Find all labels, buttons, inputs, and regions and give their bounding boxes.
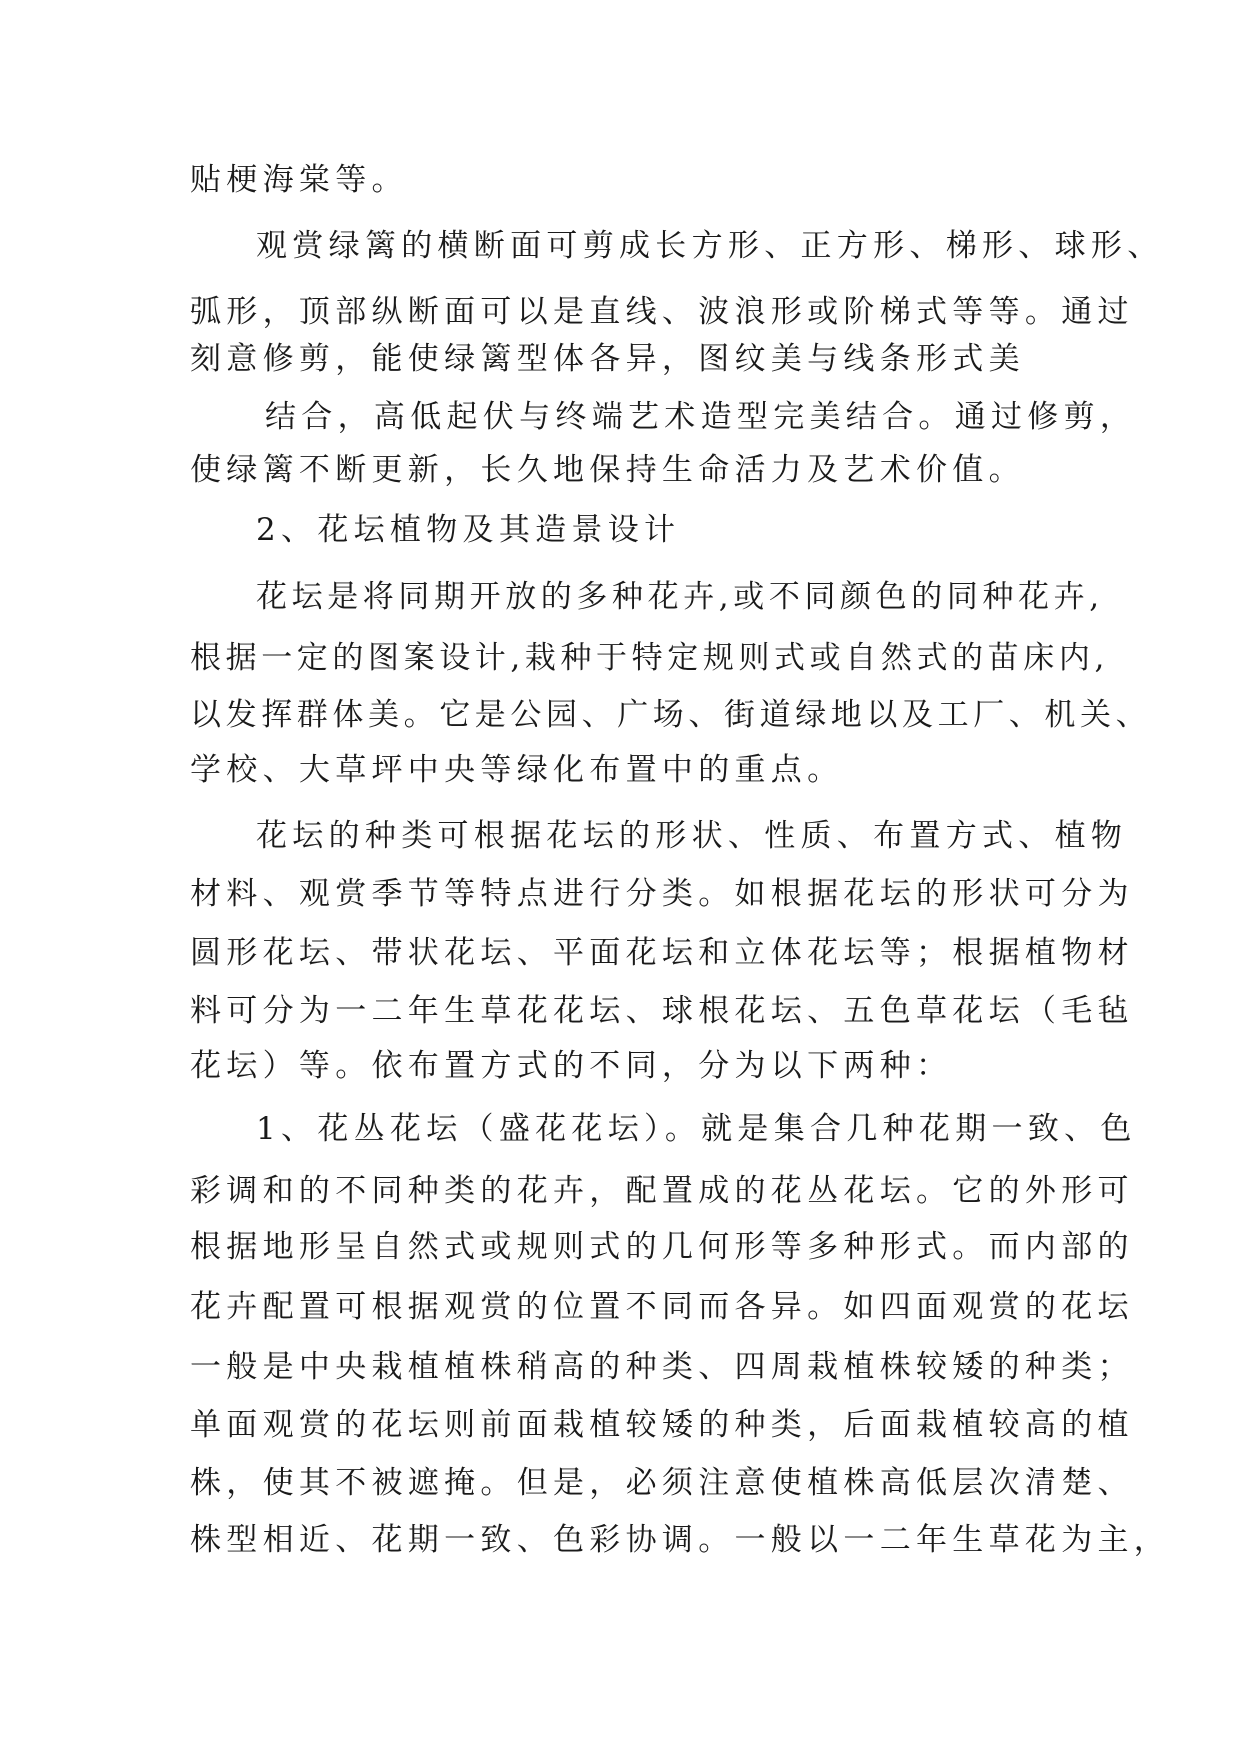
text-line: 单面观赏的花坛则前面栽植较矮的种类，后面栽植较高的植 [190, 1407, 1134, 1443]
text-line: 1、花丛花坛（盛花花坛）。就是集合几种花期一致、色 [256, 1111, 1137, 1147]
text-line: 使绿篱不断更新，长久地保持生命活力及艺术价值。 [190, 452, 1025, 488]
text-line: 株型相近、花期一致、色彩协调。一般以一二年生草花为主， [190, 1522, 1171, 1558]
text-line: 材料、观赏季节等特点进行分类。如根据花坛的形状可分为 [190, 876, 1134, 912]
text-line: 一般是中央栽植植株稍高的种类、四周栽植株较矮的种类； [190, 1349, 1134, 1385]
text-line: 结合，高低起伏与终端艺术造型完美结合。通过修剪， [265, 399, 1137, 435]
text-line: 根据地形呈自然式或规则式的几何形等多种形式。而内部的 [190, 1229, 1134, 1265]
section-heading: 2、花坛植物及其造景设计 [256, 512, 681, 548]
text-line: 花坛的种类可根据花坛的形状、性质、布置方式、植物 [256, 818, 1128, 854]
text-line: 刻意修剪，能使绿篱型体各异，图纹美与线条形式美 [190, 341, 1025, 377]
text-line: 观赏绿篱的横断面可剪成长方形、正方形、梯形、球形、 [256, 228, 1164, 264]
text-line: 圆形花坛、带状花坛、平面花坛和立体花坛等；根据植物材 [190, 935, 1134, 971]
text-line: 株，使其不被遮掩。但是，必须注意使植株高低层次清楚、 [190, 1465, 1134, 1501]
text-line: 学校、大草坪中央等绿化布置中的重点。 [190, 752, 844, 788]
text-line: 弧形，顶部纵断面可以是直线、波浪形或阶梯式等等。通过 [190, 294, 1134, 330]
text-line: 料可分为一二年生草花花坛、球根花坛、五色草花坛（毛毡 [190, 993, 1134, 1029]
text-line: 花坛）等。依布置方式的不同，分为以下两种： [190, 1048, 953, 1084]
text-line: 花卉配置可根据观赏的位置不同而各异。如四面观赏的花坛 [190, 1289, 1134, 1325]
text-line: 贴梗海棠等。 [190, 162, 408, 198]
text-line: 根据一定的图案设计,栽种于特定规则式或自然式的苗床内, [190, 640, 1109, 676]
text-line: 花坛是将同期开放的多种花卉,或不同颜色的同种花卉, [256, 579, 1104, 615]
text-line: 以发挥群体美。它是公园、广场、街道绿地以及工厂、机关、 [190, 697, 1152, 733]
text-line: 彩调和的不同种类的花卉，配置成的花丛花坛。它的外形可 [190, 1173, 1134, 1209]
